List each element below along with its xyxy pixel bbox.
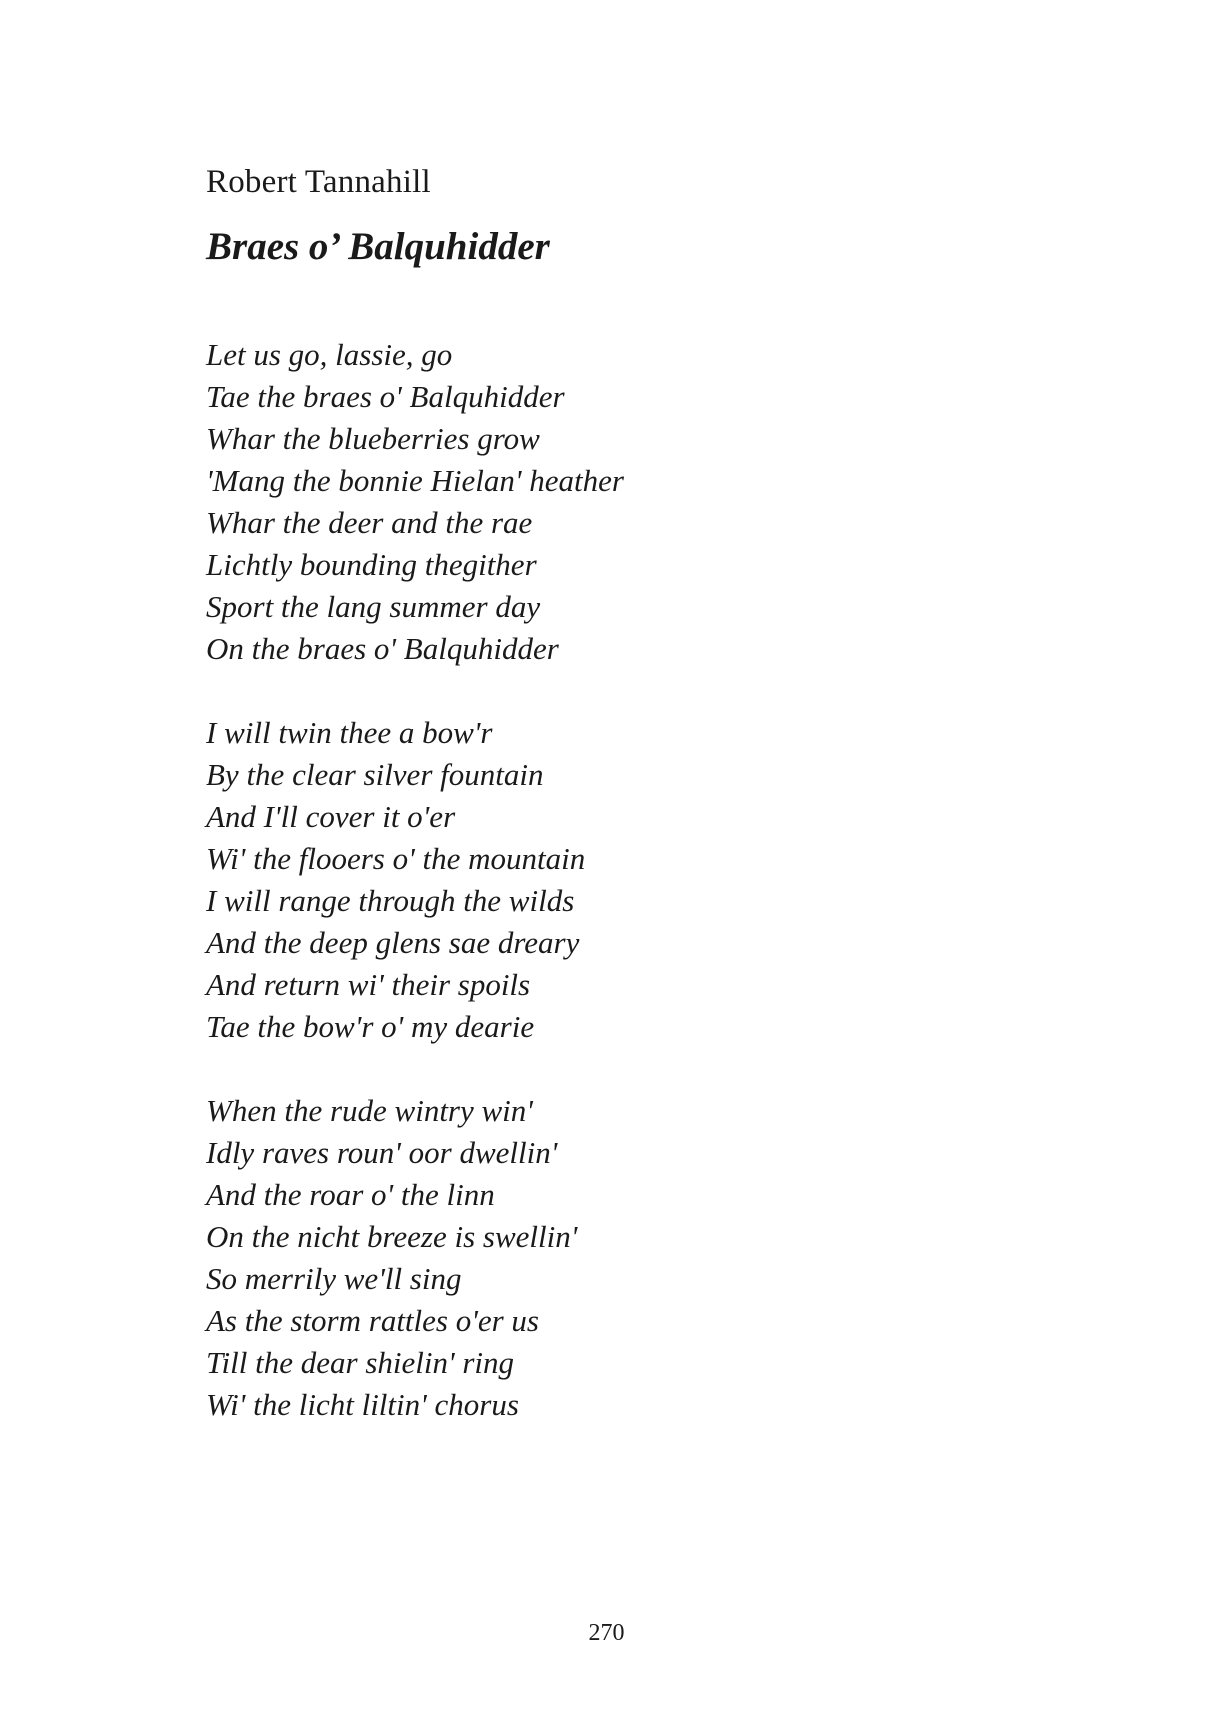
poem-line: Wi' the flooers o' the mountain bbox=[206, 841, 586, 876]
stanza-2 bbox=[206, 712, 624, 1048]
poem-line: So merrily we'll sing bbox=[206, 1261, 462, 1296]
author-name: Robert Tannahill bbox=[206, 164, 431, 200]
stanza-3 bbox=[206, 1090, 624, 1426]
poem-line: 'Mang the bonnie Hielan' heather bbox=[206, 463, 624, 498]
poem-title: Braes o’ Balquhidder bbox=[206, 225, 550, 268]
poem-line: Sport the lang summer day bbox=[206, 589, 541, 624]
poem-line: Till the dear shielin' ring bbox=[206, 1345, 515, 1380]
poem-line: And the deep glens sae dreary bbox=[206, 925, 580, 960]
page-number: 270 bbox=[588, 1620, 625, 1646]
poem-line: And return wi' their spoils bbox=[206, 967, 531, 1002]
poem-line: Idly raves roun' oor dwellin' bbox=[206, 1135, 558, 1170]
poem-line: By the clear silver fountain bbox=[206, 757, 544, 792]
poem-body bbox=[206, 334, 624, 1426]
poem-line: Tae the braes o' Balquhidder bbox=[206, 379, 565, 414]
poem-line: As the storm rattles o'er us bbox=[206, 1303, 539, 1338]
poem-line: Whar the blueberries grow bbox=[206, 421, 540, 456]
poem-line: And I'll cover it o'er bbox=[206, 799, 456, 834]
poem-line: Lichtly bounding thegither bbox=[206, 547, 537, 582]
poem-line: Tae the bow'r o' my dearie bbox=[206, 1009, 535, 1044]
poem-line: Wi' the licht liltin' chorus bbox=[206, 1387, 519, 1422]
poem-line: When the rude wintry win' bbox=[206, 1093, 533, 1128]
stanza-1 bbox=[206, 334, 624, 670]
poem-line: On the braes o' Balquhidder bbox=[206, 631, 559, 666]
poem-line: And the roar o' the linn bbox=[206, 1177, 495, 1212]
poem-line: On the nicht breeze is swellin' bbox=[206, 1219, 578, 1254]
poem-line: I will twin thee a bow'r bbox=[206, 715, 493, 750]
poem-line: Whar the deer and the rae bbox=[206, 505, 533, 540]
poem-line: Let us go, lassie, go bbox=[206, 337, 453, 372]
poem-line: I will range through the wilds bbox=[206, 883, 575, 918]
